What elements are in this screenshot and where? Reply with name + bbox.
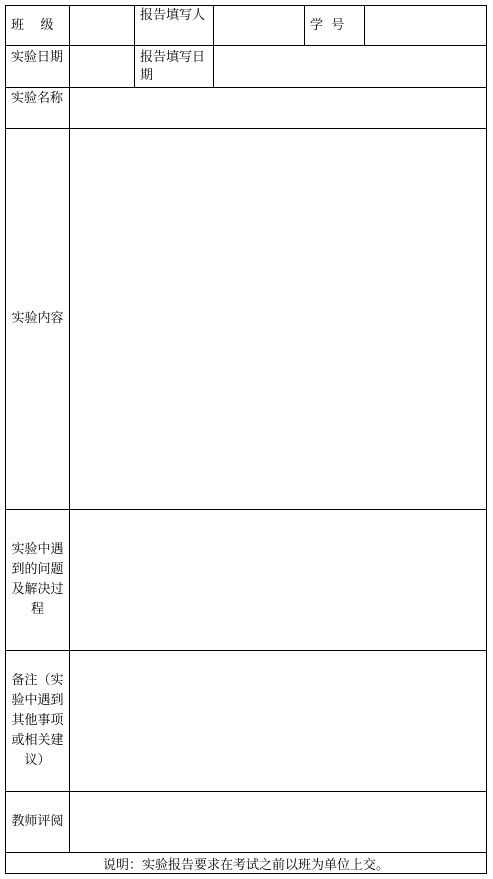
content-label-cell (5, 128, 70, 510)
experiment-name-label: 实验名称 (5, 87, 70, 129)
report-date-field[interactable] (213, 45, 487, 88)
teacher-review-label-cell (5, 791, 70, 853)
teacher-review-field[interactable] (69, 791, 487, 853)
experiment-report-form (5, 5, 487, 874)
remarks-label-cell (5, 650, 70, 792)
problems-field[interactable] (69, 509, 487, 651)
experiment-date-field[interactable] (69, 45, 135, 88)
problems-label: 实验中遇到的问题及解决过程 (11, 542, 64, 617)
report-date-label: 报告填写日期 (134, 45, 214, 88)
content-label: 实验内容 (11, 311, 64, 326)
experiment-date-label: 实验日期 (5, 45, 70, 88)
reporter-field[interactable] (213, 5, 305, 46)
teacher-review-label: 教师评阅 (11, 814, 64, 829)
reporter-label: 报告填写人 (134, 5, 214, 46)
content-field[interactable] (69, 128, 487, 510)
remarks-field[interactable] (69, 650, 487, 792)
footer-note: 说明：实验报告要求在考试之前以班为单位上交。 (5, 852, 487, 874)
remarks-label: 备注（实验中遇到其他事项或相关建议） (11, 673, 64, 768)
experiment-name-field[interactable] (69, 87, 487, 129)
student-id-field[interactable] (364, 5, 487, 46)
problems-label-cell (5, 509, 70, 651)
class-field[interactable] (69, 5, 135, 46)
class-label: 班 级 (5, 5, 70, 46)
student-id-label: 学 号 (304, 5, 365, 46)
